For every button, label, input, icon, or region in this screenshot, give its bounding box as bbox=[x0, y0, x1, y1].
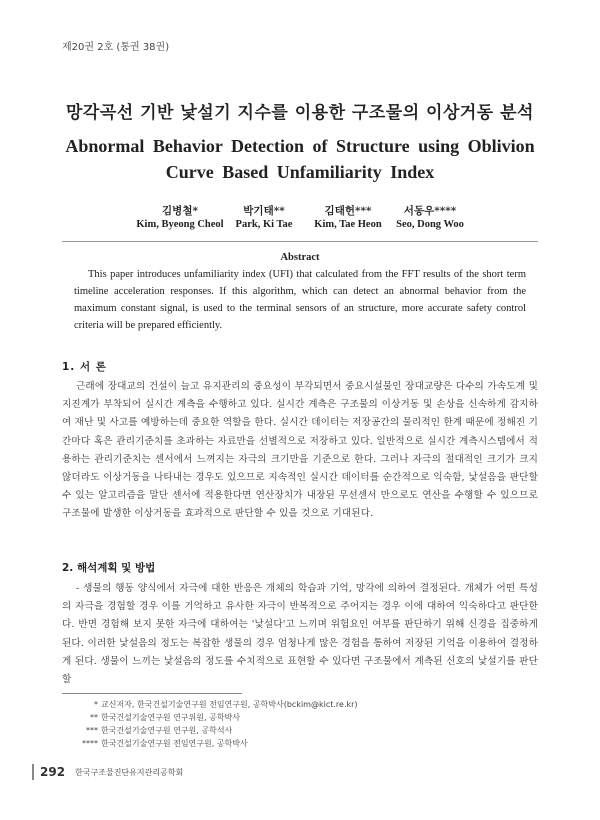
footnote-text: 한국건설기술연구원 연구위원, 공학박사 bbox=[101, 713, 241, 722]
author-korean-name: 김태헌*** bbox=[324, 205, 372, 217]
footnotes bbox=[78, 698, 358, 750]
section-text-introduction: 근래에 장대교의 건설이 늘고 유지관리의 중요성이 부각되면서 중요시설물인 장대교량은 다수의 가속도계 및 지진계가 부착되어 실시간 계측을 수행하고 있다. 실시간 계측은 구조물의 이상거동 및 손상을 신속하게 감지하여 재난 및 사고를 예방하는데 중요한 역할을 한다. 실시간 데이터는 저장공간의 물리적인 한계 때문에 정해진 기간마다 혹은 관리기준치를 초과하는 자료만을 선별적으로 저장하고 있다. 일반적으로 실시간 계측시스템에서 적용하는 관리기준치는 센서에서 느껴지는 자극의 크기만을 기준으로 한다. 그러나 자극의 절대적인 크기가 크지 않더라도 이상거동을 나타내는 경우도 있으므로 지속적인 실시간 데이터를 순간적으로 익숙함, 낯설음을 판단할 수 있는 알고리즘을 말단 센서에 적용한다면 연산장치가 내장된 무선센서 만으로도 연산을 수행할 수 있으므로 구조물에 발생한 이상거동을 효과적으로 판단할 수 있을 것으로 기대된다. bbox=[62, 381, 538, 520]
footer-bar bbox=[32, 764, 34, 780]
author-english-name: Kim, Tae Heon bbox=[314, 219, 382, 230]
page-footer bbox=[32, 764, 183, 780]
footnote bbox=[78, 724, 358, 737]
footnote-text: 한국건설기술연구원 전임연구원, 공학박사 bbox=[101, 739, 248, 748]
journal-name: 한국구조물진단유지관리공학회 bbox=[75, 767, 184, 777]
abstract-text: This paper introduces unfamiliarity index (UFI) that calculated from the FFT results of the short term timeline acceleration responses. If this algorithm, which can detect an abnormal behavior from the maximum constant signal, is used to the terminal sensors of an structure, more accurate safety control criteria will be prepared efficiently. bbox=[74, 269, 526, 331]
page-number: 292 bbox=[40, 765, 66, 779]
author-4 bbox=[370, 203, 490, 230]
footnote bbox=[78, 711, 358, 724]
footnote-text: 교신저자, 한국건설기술연구원 전임연구원, 공학박사(bckim@kict.re.kr) bbox=[101, 700, 358, 709]
section-text-methods: - 생물의 행동 양식에서 자극에 대한 반응은 개체의 학습과 기억, 망각에 의하여 결정된다. 개체가 어떤 특성의 자극을 경험할 경우 이를 기억하고 유사한 자극이 반복적으로 주어지는 경우 이에 대하여 익숙하다고 판단한다. 반면 경험해 보지 못한 자극에 대하여는 '낯설다'고 느끼며 위험요인 여부를 판단하기 위해 신경을 집중하게 된다. 이러한 낯설음의 정도는 복잡한 생물의 경우 엄청나게 많은 경험을 통하여 저장된 기억을 이용하여 결정하게 된다. 생물이 느끼는 낯설음의 정도를 수치적으로 표현할 수 있다면 구조물에서 계측된 신호의 낯설기를 판단할 bbox=[62, 583, 538, 686]
korean-title: 망각곡선 기반 낯설기 지수를 이용한 구조물의 이상거동 분석 bbox=[66, 103, 534, 123]
footnote-mark: *** bbox=[86, 726, 98, 735]
author-korean-name: 박기태** bbox=[243, 205, 285, 217]
footnote bbox=[78, 698, 358, 711]
footnote-mark: **** bbox=[82, 739, 98, 748]
author-english-name: Park, Ki Tae bbox=[235, 219, 293, 230]
author-english-name: Seo, Dong Woo bbox=[396, 219, 464, 230]
author-english-name: Kim, Byeong Cheol bbox=[136, 219, 224, 230]
issue-header: 제20권 2호 (통권 38권) bbox=[62, 42, 170, 53]
author-korean-name: 김병철* bbox=[162, 205, 198, 217]
section-heading-introduction: 1. 서 론 bbox=[62, 361, 107, 373]
footnote-text: 한국건설기술연구원 연구원, 공학석사 bbox=[101, 726, 233, 735]
footnote bbox=[78, 737, 358, 750]
section-heading-methods: 2. 해석계획 및 방법 bbox=[62, 562, 156, 574]
title-divider bbox=[62, 241, 538, 242]
author-korean-name: 서동우**** bbox=[403, 205, 457, 217]
english-title: Abnormal Behavior Detection of Structure using Oblivion Curve Based Unfamiliarity Index bbox=[65, 136, 535, 182]
footnote-mark: ** bbox=[90, 713, 98, 722]
footnote-mark: * bbox=[94, 700, 98, 709]
footnote-divider bbox=[62, 693, 242, 694]
abstract-heading: Abstract bbox=[280, 252, 320, 263]
